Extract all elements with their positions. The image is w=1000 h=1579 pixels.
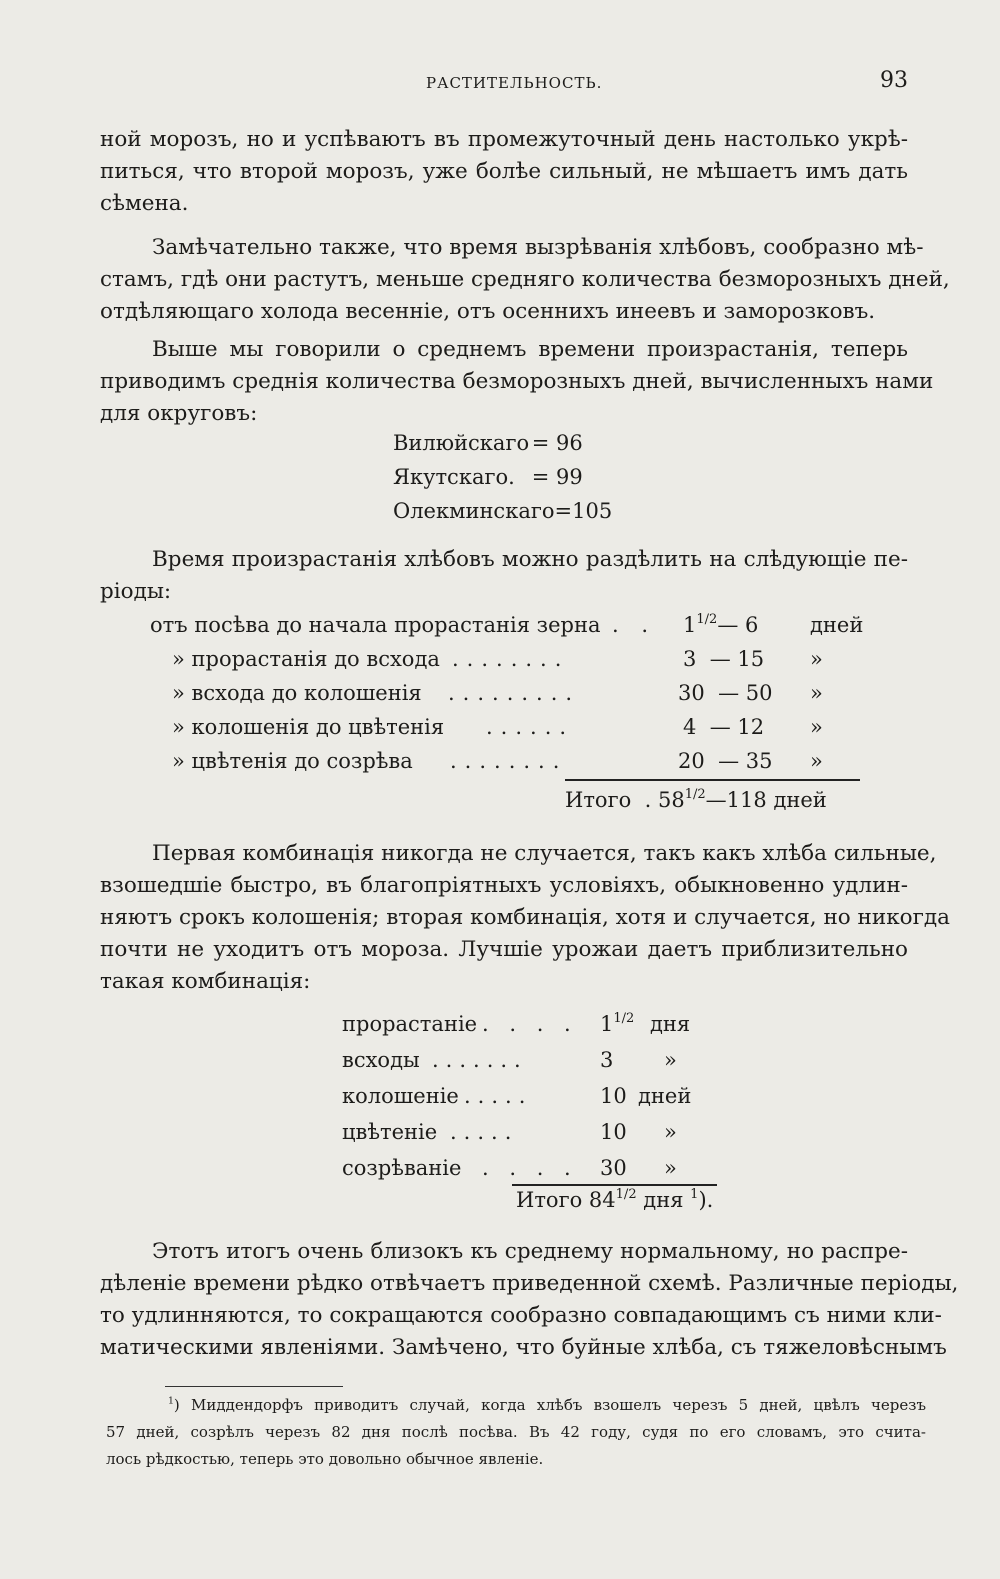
footnote-line: $^1$) Миддендорфъ приводитъ случай, когда хлѣбъ взошелъ черезъ 5 дней, цвѣлъ черезъ <box>168 1395 926 1414</box>
footnote-line: 57 дней, созрѣлъ черезъ 82 дня послѣ посѣва. Въ 42 году, судя по его словамъ, это счита- <box>106 1423 926 1441</box>
text-line: сѣмена. <box>100 191 189 216</box>
best-combination-table <box>342 1006 722 1186</box>
text-line: отдѣляющаго холода весенніе, отъ осеннихъ инеевъ и заморозковъ. <box>100 299 876 324</box>
stage-unit: дней <box>638 1084 692 1108</box>
sum-rule <box>512 1184 717 1186</box>
stage-days: 10 <box>600 1120 627 1144</box>
stage-name: прорастаніе <box>342 1012 478 1036</box>
frost-free-days: 105 <box>572 499 613 523</box>
range-end: — 12 <box>709 715 765 739</box>
stage-days: 30 <box>600 1156 627 1180</box>
period-range <box>683 642 764 676</box>
text-line: взошедшіе быстро, въ благопріятныхъ условіяхъ, обыкновенно удлин- <box>100 873 908 898</box>
range-start: 1 <box>683 613 697 637</box>
period-lead: отъ посѣва до начала прорастанія зерна <box>150 613 601 637</box>
footnote <box>106 1392 926 1473</box>
district-list <box>393 426 612 528</box>
fraction: 1/2 <box>696 611 718 627</box>
period-lead: » колошенія до цвѣтенія <box>172 715 445 739</box>
stage-unit: » <box>664 1156 677 1180</box>
text-line: Этотъ итогъ очень близокъ къ среднему нормальному, но распре- <box>152 1239 908 1264</box>
text-line: питься, что второй морозъ, уже болѣе сильный, не мѣшаетъ имъ дать <box>100 159 908 184</box>
total-label: Итого <box>565 788 632 812</box>
text-line: Замѣчательно также, что время вызрѣванія хлѣбовъ, сообразно мѣ- <box>152 235 924 260</box>
total-end: —118 <box>705 788 767 812</box>
total-start: 58 <box>657 788 685 812</box>
frost-free-days: 96 <box>555 431 583 455</box>
total-value: 84 <box>588 1188 616 1212</box>
period-text: цвѣтенія до созрѣва <box>191 749 413 773</box>
period-row <box>150 744 870 778</box>
district-name: Вилюйскаго <box>393 431 530 455</box>
period-range <box>678 676 773 710</box>
period-unit: » <box>810 681 823 705</box>
text-line: ной морозъ, но и успѣваютъ въ промежуточный день настолько укрѣ- <box>100 127 908 152</box>
periods-total <box>565 788 827 812</box>
footnote-ref: 1 <box>690 1186 699 1202</box>
period-row <box>150 642 870 676</box>
period-range <box>683 608 758 642</box>
period-unit: дней <box>810 613 864 637</box>
period-range <box>678 744 773 778</box>
frost-free-days: 99 <box>555 465 583 489</box>
period-lead: » прорастанія до всхода <box>172 647 440 671</box>
text-line: почти не уходитъ отъ мороза. Лучшіе урожаи даетъ приблизительно <box>100 937 908 962</box>
equals-sign: = <box>531 431 550 455</box>
period-unit: » <box>810 647 823 671</box>
period-text: прорастанія до всхода <box>191 647 440 671</box>
stage-days: 3 <box>600 1048 614 1072</box>
period-unit: » <box>810 715 823 739</box>
leader-dots: ....... <box>432 1048 528 1072</box>
combination-row <box>342 1114 722 1150</box>
leader-dots: ........ <box>450 749 568 773</box>
growth-periods-table <box>150 608 870 778</box>
footnote-marker: 1 <box>168 1395 174 1407</box>
paragraph-6 <box>100 1236 959 1364</box>
text-line: такая комбинація: <box>100 969 311 994</box>
text-line: ріоды: <box>100 579 172 604</box>
combination-row <box>342 1150 722 1186</box>
text-line: Время произрастанія хлѣбовъ можно раздѣлить на слѣдующіе пе- <box>152 547 908 572</box>
stage-days: 10 <box>600 1084 627 1108</box>
paragraph-3 <box>100 334 934 430</box>
district-name: Якутскаго. <box>393 465 515 489</box>
combination-row <box>342 1006 722 1042</box>
stage-name: всходы <box>342 1048 420 1072</box>
leader-dots: ......... <box>448 681 581 705</box>
stage-unit: » <box>664 1120 677 1144</box>
text-line: стамъ, гдѣ они растутъ, меньше средняго количества безморозныхъ дней, <box>100 267 950 292</box>
stage-name: цвѣтеніе <box>342 1120 438 1144</box>
district-row <box>393 460 612 494</box>
range-end: — 15 <box>709 647 765 671</box>
total-dot: . <box>644 788 652 812</box>
stage-days: $1^{1/2}$ <box>600 1010 635 1036</box>
combination-row <box>342 1042 722 1078</box>
paragraph-5 <box>100 838 950 998</box>
stage-name: колошеніе <box>342 1084 459 1108</box>
fraction: 1/2 <box>684 786 706 802</box>
text-line: дѣленіе времени рѣдко отвѣчаетъ приведенной схемѣ. Различные періоды, <box>100 1271 959 1296</box>
combination-total <box>516 1188 713 1212</box>
period-row <box>150 676 870 710</box>
period-lead: » всхода до колошенія <box>172 681 422 705</box>
range-end: — 35 <box>718 749 773 773</box>
text-line: няютъ срокъ колошенія; вторая комбинація, хотя и случается, но никогда <box>100 905 950 930</box>
period-text: всхода до колошенія <box>191 681 422 705</box>
leader-dots: ..... <box>450 1120 519 1144</box>
text-line: Выше мы говорили о среднемъ времени произрастанія, теперь <box>152 337 908 362</box>
range-end: — 50 <box>718 681 773 705</box>
sum-rule <box>565 779 860 781</box>
equals-sign: = <box>554 499 573 523</box>
paragraph-1 <box>100 124 908 220</box>
total-unit: дней <box>773 788 827 812</box>
district-row <box>393 426 612 460</box>
page-header <box>100 68 908 98</box>
period-row <box>150 710 870 744</box>
period-text: посѣва до начала прорастанія зерна <box>194 613 601 637</box>
range-start: 20 <box>678 749 705 773</box>
text-line: Первая комбинація никогда не случается, такъ какъ хлѣба сильные, <box>152 841 937 866</box>
period-unit: » <box>810 749 823 773</box>
range-end: — 6 <box>717 613 759 637</box>
footnote-rule <box>165 1386 343 1387</box>
page-number: 93 <box>880 68 908 93</box>
period-text: колошенія до цвѣтенія <box>191 715 445 739</box>
total-label: Итого <box>516 1188 583 1212</box>
period-range <box>683 710 764 744</box>
paragraph-2 <box>100 232 950 328</box>
leader-dots: . . . . <box>482 1012 578 1036</box>
total-unit: дня <box>643 1188 684 1212</box>
paragraph-4 <box>100 544 908 608</box>
leader-dots: . . . . <box>482 1156 578 1180</box>
leader-dots: ...... <box>486 715 575 739</box>
total-end: ). <box>698 1188 714 1212</box>
leader-dots: . . <box>612 613 657 637</box>
text-line: для округовъ: <box>100 401 258 426</box>
stage-unit: дня <box>650 1012 691 1036</box>
stage-unit: » <box>664 1048 677 1072</box>
stage-name: созрѣваніе <box>342 1156 462 1180</box>
running-title: РАСТИТЕЛЬНОСТЬ. <box>426 74 603 92</box>
equals-sign: = <box>531 465 550 489</box>
leader-dots: ..... <box>464 1084 533 1108</box>
district-name: Олекминскаго <box>393 499 555 523</box>
period-row <box>150 608 870 642</box>
text-line: то удлинняются, то сокращаются сообразно совпадающимъ съ ними кли- <box>100 1303 942 1328</box>
text-line: приводимъ среднія количества безморозныхъ дней, вычисленныхъ нами <box>100 369 934 394</box>
period-lead: » цвѣтенія до созрѣва <box>172 749 413 773</box>
text-line: матическими явленіями. Замѣчено, что буйные хлѣба, съ тяжеловѣснымъ <box>100 1335 947 1360</box>
range-start: 30 <box>678 681 705 705</box>
combination-row <box>342 1078 722 1114</box>
fraction: 1/2 <box>615 1186 637 1202</box>
district-row <box>393 494 612 528</box>
range-start: 4 <box>683 715 697 739</box>
leader-dots: ........ <box>452 647 570 671</box>
range-start: 3 <box>683 647 697 671</box>
footnote-line: лось рѣдкостью, теперь это довольно обычное явленіе. <box>106 1450 544 1468</box>
fraction: 1/2 <box>613 1010 635 1026</box>
